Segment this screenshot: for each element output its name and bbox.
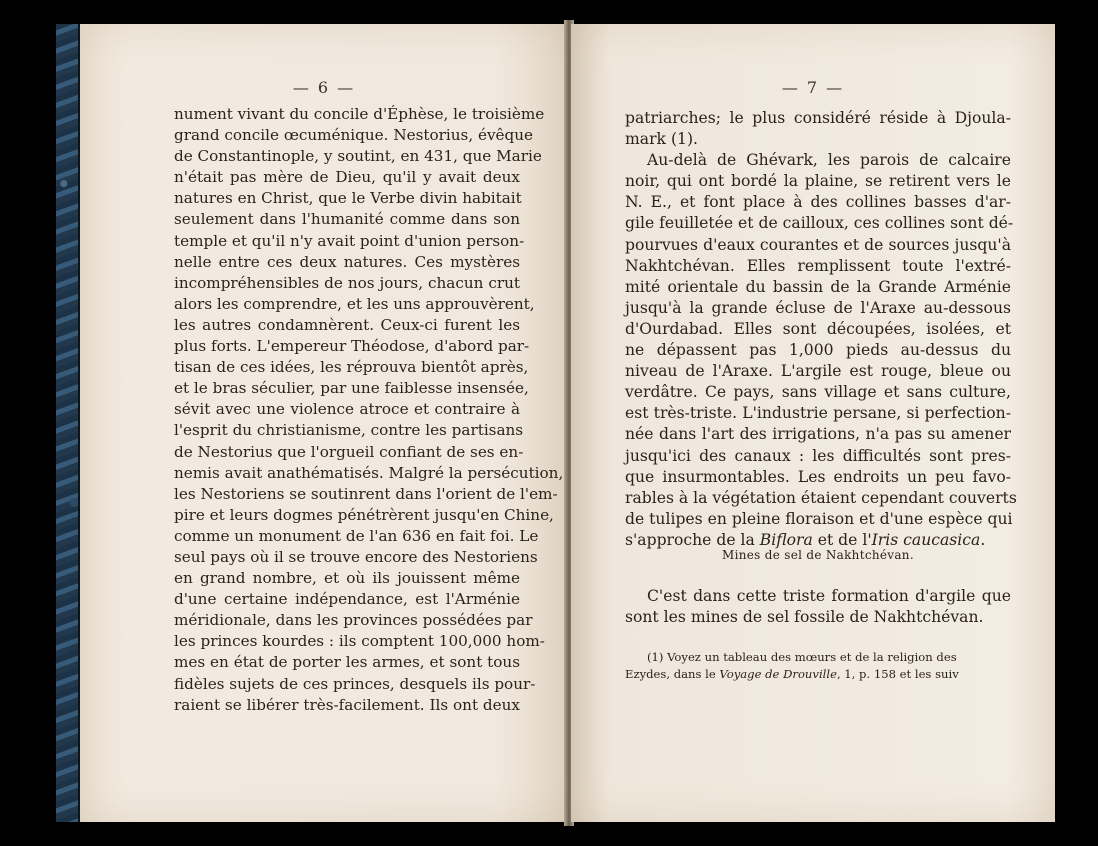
text-line: d'une certaine indépendance, est l'Arménie [174, 590, 520, 609]
text-line: mité orientale du bassin de la Grande Arménie [625, 277, 1011, 296]
text-fragment: , 1, p. 158 et les suiv [836, 667, 959, 681]
text-line: comme un monument de l'an 636 en fait foi. Le [174, 526, 539, 545]
text-line: est très-triste. L'industrie persane, si perfection- [625, 404, 1011, 423]
text-line: en grand nombre, et où ils jouissent même [174, 569, 520, 588]
text-line: incompréhensibles de nos jours, chacun crut [174, 273, 520, 292]
footnote-line [625, 666, 1011, 683]
text-line: les Nestoriens se soutinrent dans l'orient de l'em- [174, 484, 558, 503]
right-page-body [625, 108, 1017, 551]
text-line: et le bras séculier, par une faiblesse insensée, [174, 379, 529, 398]
text-line: fidèles sujets de ces princes, desquels ils pour- [174, 674, 536, 693]
italic-term: Biflora [759, 530, 813, 549]
text-line: pourvues d'eaux courantes et de sources jusqu'à [625, 235, 1011, 254]
text-line: temple et qu'il n'y avait point d'union person- [174, 231, 525, 250]
open-book [56, 20, 1058, 826]
left-page-body [174, 104, 564, 716]
text-line: née dans l'art des irrigations, n'a pas su amener [625, 425, 1011, 444]
text-line: Au-delà de Ghévark, les parois de calcaire [647, 151, 1011, 170]
text-line: n'était pas mère de Dieu, qu'il y avait deux [174, 168, 520, 187]
text-line: de tulipes en pleine floraison et d'une espèce qui [625, 509, 1013, 528]
text-line: jusqu'ici des canaux : les difficultés sont pres- [625, 446, 1011, 465]
text-line: méridionale, dans les provinces possédées par [174, 611, 533, 630]
text-line: rables à la végétation étaient cependant couverts [625, 488, 1017, 507]
text-line: C'est dans cette triste formation d'argile que [647, 587, 1011, 605]
text-line: patriarches; le plus considéré réside à Djoula- [625, 109, 1011, 127]
text-line: seulement dans l'humanité comme dans son [174, 210, 520, 229]
text-line: raient se libérer très-facilement. Ils ont deux [174, 695, 520, 714]
footnote [625, 649, 1011, 683]
text-line: N. E., et font place à des collines basses d'ar- [625, 193, 1011, 212]
text-line: grand concile œcuménique. Nestorius, évêque [174, 126, 534, 145]
text-fragment: . [980, 530, 986, 549]
footnote-line: (1) Voyez un tableau des mœurs et de la religion des [647, 650, 957, 664]
right-page [571, 24, 1055, 822]
text-line: natures en Christ, que le Verbe divin habitait [174, 189, 522, 208]
text-line: mes en état de porter les armes, et sont tous [174, 653, 520, 672]
text-fragment: et de l' [812, 530, 872, 549]
text-line: d'Ourdabad. Elles sont découpées, isolées, et [625, 319, 1011, 338]
marbled-cover-edge [56, 24, 82, 822]
closing-paragraph [625, 586, 1011, 628]
text-line: jusqu'à la grande écluse de l'Araxe au-dessous [625, 298, 1011, 317]
page-number: — 7 — [781, 78, 845, 97]
text-line: niveau de l'Araxe. L'argile est rouge, bleue ou [625, 362, 1011, 381]
left-page [80, 24, 568, 822]
text-line: sévit avec une violence atroce et contraire à [174, 400, 520, 419]
text-line: mark (1). [625, 130, 698, 149]
text-line: alors les comprendre, et les uns approuvèrent, [174, 294, 535, 313]
text-line: les autres condamnèrent. Ceux-ci furent les [174, 315, 520, 334]
text-line: l'esprit du christianisme, contre les partisans [174, 421, 524, 440]
text-fragment: s'approche de la [625, 530, 760, 549]
text-line: gile feuilletée et de cailloux, ces collines sont dé- [625, 214, 1014, 233]
text-line: tisan de ces idées, les réprouva bientôt après, [174, 358, 529, 377]
text-line: seul pays où il se trouve encore des Nestoriens [174, 547, 538, 566]
italic-term: Voyage de Drouville [719, 667, 837, 681]
text-line: nemis avait anathématisés. Malgré la persécution, [174, 463, 564, 482]
section-heading: Mines de sel de Nakhtchévan. [722, 548, 914, 562]
italic-term: Iris caucasica [871, 530, 981, 549]
text-line: nelle entre ces deux natures. Ces mystères [174, 252, 520, 271]
text-line: noir, qui ont bordé la plaine, se retirent vers le [625, 172, 1011, 191]
text-line: que insurmontables. Les endroits un peu favo- [625, 467, 1011, 486]
page-number: — 6 — [292, 78, 356, 97]
text-line: sont les mines de sel fossile de Nakhtchévan. [625, 608, 984, 626]
text-line: de Constantinople, y soutint, en 431, que Marie [174, 147, 542, 166]
text-line: Nakhtchévan. Elles remplissent toute l'extré- [625, 256, 1011, 275]
text-line: de Nestorius que l'orgueil confiant de ses en- [174, 442, 524, 461]
text-line: nument vivant du concile d'Éphèse, le troisième [174, 105, 545, 123]
text-line: ne dépassent pas 1,000 pieds au-dessus du [625, 341, 1011, 360]
text-line: verdâtre. Ce pays, sans village et sans culture, [625, 383, 1011, 402]
text-fragment: Ezydes, dans le [625, 667, 720, 681]
text-line: pire et leurs dogmes pénétrèrent jusqu'en Chine, [174, 505, 554, 524]
text-line: plus forts. L'empereur Théodose, d'abord par- [174, 337, 530, 356]
text-line: les princes kourdes : ils comptent 100,000 hom- [174, 632, 545, 651]
